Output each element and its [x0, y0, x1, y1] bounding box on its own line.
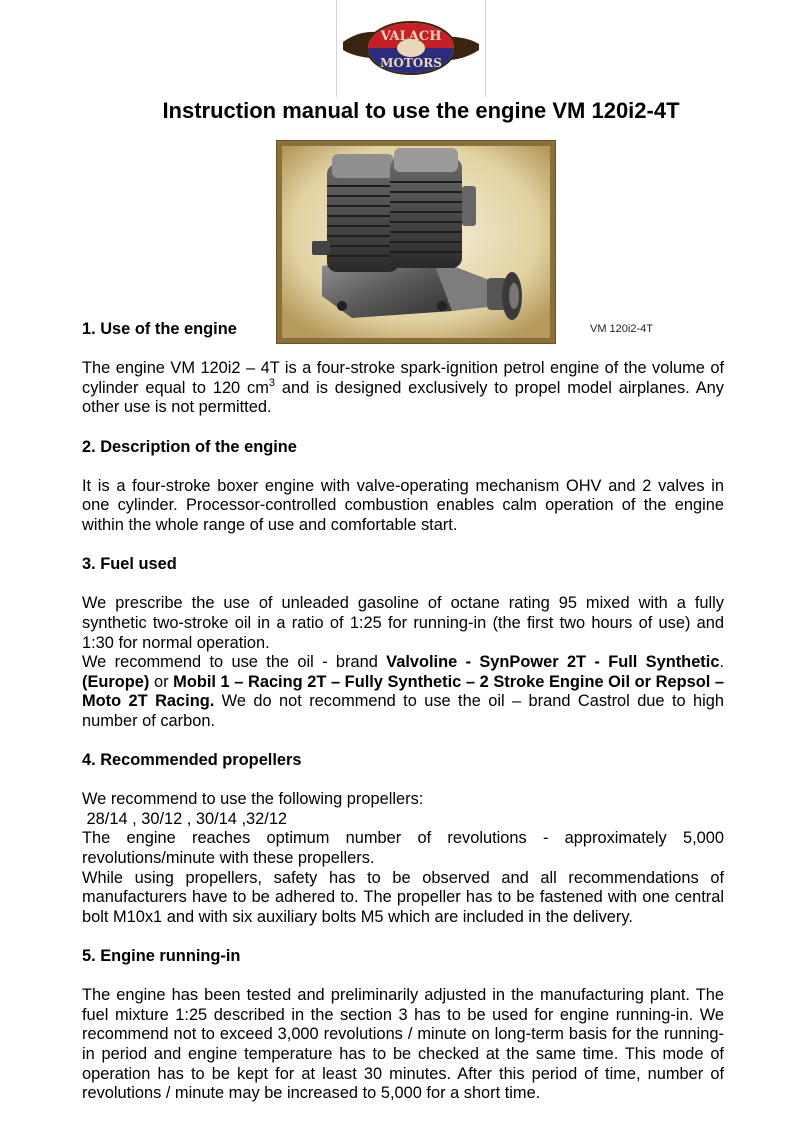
valach-motors-logo	[336, 0, 486, 97]
engine-photo	[276, 140, 556, 344]
section-4-revolutions: The engine reaches optimum number of revolutions - approximately 5,000 revolutions/minute with these propellers.	[82, 829, 724, 868]
section-2-text: It is a four-stroke boxer engine with valve-operating mechanism OHV and 2 valves in one cylinder. Processor-controlled combustion enables calm operation of the engine within the whole range of use and comfortable start.	[82, 476, 724, 534]
logo-text-bottom: MOTORS	[380, 56, 442, 70]
section-4-heading: 4. Recommended propellers	[82, 751, 302, 770]
propeller-list: 28/14 , 30/12 , 30/14 ,32/12	[82, 809, 288, 828]
section-3-text: We prescribe the use of unleaded gasoline of octane rating 95 mixed with a fully synthetic two-stroke oil in a ratio of 1:25 for running-in (the first two hours of use) and 1:30 for normal operation.	[82, 594, 724, 652]
document-body	[82, 320, 724, 1104]
photo-caption: VM 120i2-4T	[590, 323, 653, 335]
section-3-oil-text: We recommend to use the oil - brand Valvoline - SynPower 2T - Full Synthetic. (Europe) or Mobil 1 – Racing 2T – Fully Synthetic – 2 Stroke Engine Oil or Repsol – Moto 2T Racing. We do not recommend to use the oil – brand Castrol due to high number of carbon.	[82, 653, 725, 730]
section-4-intro: We recommend to use the following propellers:	[82, 790, 424, 809]
logo-text-top: VALACH	[380, 29, 442, 44]
section-3-heading: 3. Fuel used	[82, 555, 177, 574]
section-1-heading: 1. Use of the engine	[82, 320, 237, 338]
section-5-text: The engine has been tested and preliminarily adjusted in the manufacturing plant. The fuel mixture 1:25 described in the section 3 has to be used for engine running-in. We recommend not to exceed 3,000 revolutions / minute on long-term basis for the running-in period and engine temperature has to be checked at the same time. This mode of operation has to be kept for at least 30 minutes. After this period of time, number of revolutions / minute may be increased to 5,000 for a short time.	[82, 986, 724, 1103]
propeller-logo-icon	[337, 0, 485, 97]
page-title: Instruction manual to use the engine VM 120i2-4T	[162, 98, 680, 123]
section-5-heading: 5. Engine running-in	[82, 947, 241, 965]
engine-image	[282, 146, 550, 338]
section-4-safety: While using propellers, safety has to be observed and all recommendations of manufacturers have to be adhered to. The propeller has to be fastened with one central bolt M10x1 and with six auxiliary bolts M5 which are included in the delivery.	[82, 868, 724, 926]
section-2-heading: 2. Description of the engine	[82, 437, 297, 456]
section-1-text: The engine VM 120i2 – 4T is a four-stroke spark-ignition petrol engine of the volume of cylinder equal to 120 $cm^3$ and is designed exclusively to propel model airplanes. Any other use is not permitted.	[82, 359, 724, 417]
